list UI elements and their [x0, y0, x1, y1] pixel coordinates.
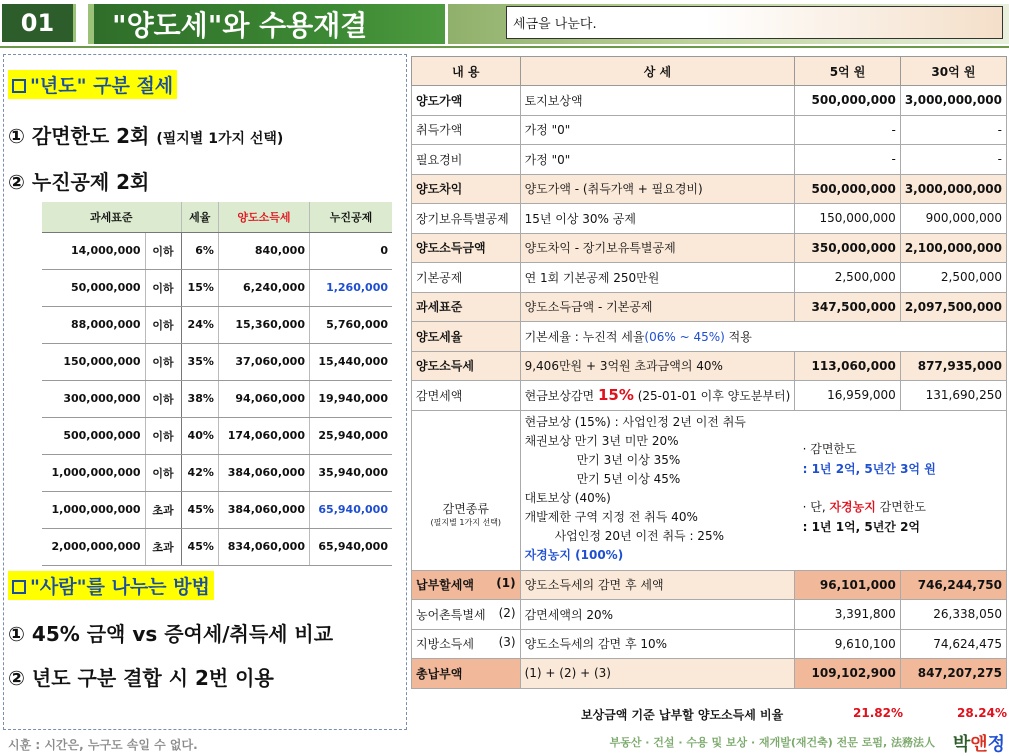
row-value-500m: 150,000,000 — [795, 204, 901, 234]
row-value-3b: 3,000,000,000 — [900, 174, 1006, 204]
cell-rate: 45% — [181, 528, 218, 565]
table-row — [42, 232, 392, 269]
cell-rate: 40% — [181, 417, 218, 454]
cell-rate: 38% — [181, 380, 218, 417]
col-header-base: 과세표준 — [42, 202, 181, 232]
col-header-3b: 30억 원 — [900, 57, 1006, 86]
section-heading-year — [8, 70, 177, 99]
item-compare-gift-tax: ① 45% 금액 vs 증여세/취득세 비교 — [8, 622, 334, 646]
cell-deduct: 65,940,000 — [309, 491, 392, 528]
row-value-500m: 350,000,000 — [795, 233, 901, 263]
types-line: 개발제한 구역 지정 전 취득 40% — [524, 509, 698, 524]
col-header-500m: 5억 원 — [795, 57, 901, 86]
cell-tax: 840,000 — [218, 232, 309, 269]
cell-tax: 384,060,000 — [218, 454, 309, 491]
table-row — [42, 417, 392, 454]
row-detail: 양도차익 - 장기보유특별공제 — [520, 233, 795, 263]
cell-unit: 초과 — [145, 491, 181, 528]
item-progressive-deduction: ② 누진공제 2회 — [8, 170, 150, 194]
row-label: 취득가액 — [412, 115, 521, 145]
row-detail: 양도소득세의 감면 후 10% — [520, 629, 795, 659]
cell-base: 50,000,000 — [42, 269, 145, 306]
cell-unit: 이하 — [145, 269, 181, 306]
cell-deduct: 0 — [309, 232, 392, 269]
types-line: 만기 5년 이상 45% — [576, 471, 681, 486]
row-value-500m: 347,500,000 — [795, 292, 901, 322]
tax-rate-table-header — [42, 202, 392, 232]
cell-base: 300,000,000 — [42, 380, 145, 417]
limit-title: · 감면한도 — [802, 441, 857, 456]
table-row-reduction-types — [412, 410, 1007, 570]
types-farm: 자경농지 (100%) — [524, 547, 624, 562]
cell-base: 150,000,000 — [42, 343, 145, 380]
row-label-num: (1) — [496, 576, 516, 591]
row-label: 총납부액 — [412, 659, 521, 689]
row-detail: 9,406만원 + 3억원 초과금액의 40% — [520, 351, 795, 381]
row-label: 양도가액 — [412, 86, 521, 116]
row-label: 과세표준 — [412, 292, 521, 322]
cell-tax: 174,060,000 — [218, 417, 309, 454]
row-detail: 가정 "0" — [520, 145, 795, 175]
types-line: 채권보상 만기 3년 미만 20% — [524, 433, 679, 448]
item-reduction-limit — [8, 120, 283, 149]
page-title: "양도세"와 수용재결 — [88, 4, 445, 44]
cell-base: 14,000,000 — [42, 232, 145, 269]
cell-unit: 이하 — [145, 417, 181, 454]
table-row-payable — [412, 570, 1007, 600]
item-combine-year: ② 년도 구분 결합 시 2번 이용 — [8, 666, 274, 690]
table-row — [412, 292, 1007, 322]
rate-detail-text: 기본세율 : 누진적 세율 — [524, 329, 645, 344]
table-row-total — [412, 659, 1007, 689]
cell-tax: 384,060,000 — [218, 491, 309, 528]
row-detail: 양도소득세의 감면 후 세액 — [520, 570, 795, 600]
cell-tax: 15,360,000 — [218, 306, 309, 343]
cell-unit: 이하 — [145, 343, 181, 380]
row-value-3b: 2,097,500,000 — [900, 292, 1006, 322]
section-heading-person-text: "사람"를 나누는 방법 — [30, 576, 210, 598]
logo-part: 앤 — [970, 734, 988, 755]
footer-firm-text: 부동산 · 건설 · 수용 및 보상 · 재개발(재건축) 전문 로펌, 法務法人 — [609, 736, 935, 749]
row-detail: 감면세액의 20% — [520, 600, 795, 630]
header-divider — [0, 46, 1009, 48]
cell-unit: 이하 — [145, 232, 181, 269]
ratio-row — [411, 700, 1007, 726]
table-row — [412, 115, 1007, 145]
row-label: 기본공제 — [412, 263, 521, 293]
row-value-500m: 3,391,800 — [795, 600, 901, 630]
col-header-tax: 양도소득세 — [218, 202, 309, 232]
row-label — [412, 600, 521, 630]
cell-rate: 45% — [181, 491, 218, 528]
types-limits — [803, 439, 936, 537]
slide-number: 01 — [2, 4, 76, 42]
row-detail — [520, 410, 1006, 570]
table-row-capital-gains-tax — [412, 351, 1007, 381]
row-detail: (1) + (2) + (3) — [520, 659, 795, 689]
cell-unit: 이하 — [145, 306, 181, 343]
cell-base: 88,000,000 — [42, 306, 145, 343]
reduction-detail-text: 현금보상감면 — [524, 389, 598, 404]
col-header-deduct: 누진공제 — [309, 202, 392, 232]
row-label-text: 농어촌특별세 — [416, 607, 486, 622]
cell-deduct: 15,440,000 — [309, 343, 392, 380]
cell-deduct: 5,760,000 — [309, 306, 392, 343]
cell-base: 2,000,000,000 — [42, 528, 145, 565]
table-row — [42, 269, 392, 306]
row-label: 감면세액 — [412, 381, 521, 411]
table-row — [412, 263, 1007, 293]
row-value-500m: 2,500,000 — [795, 263, 901, 293]
farm-limit-value: : 1년 1억, 5년간 2억 — [802, 519, 921, 534]
ratio-value-3b: 28.24% — [957, 706, 1007, 720]
row-value-3b: 877,935,000 — [900, 351, 1006, 381]
cell-tax: 37,060,000 — [218, 343, 309, 380]
cell-rate: 15% — [181, 269, 218, 306]
table-row — [42, 528, 392, 565]
cell-unit: 이하 — [145, 454, 181, 491]
row-label — [412, 629, 521, 659]
cell-base: 1,000,000,000 — [42, 491, 145, 528]
checkbox-square-icon — [12, 580, 26, 594]
header-note: 세금을 나눈다. — [506, 6, 1003, 39]
cell-base: 1,000,000,000 — [42, 454, 145, 491]
table-row — [412, 204, 1007, 234]
row-label: 양도소득세 — [412, 351, 521, 381]
row-value-500m: 500,000,000 — [795, 174, 901, 204]
row-detail: 15년 이상 30% 공제 — [520, 204, 795, 234]
row-label-num: (3) — [498, 635, 516, 650]
row-value-500m: 113,060,000 — [795, 351, 901, 381]
row-value-500m: 96,101,000 — [795, 570, 901, 600]
row-label-num: (2) — [498, 605, 516, 620]
table-row-reduction — [412, 381, 1007, 411]
footer-motto: 시훈 : 시간은, 누구도 속일 수 없다. — [8, 738, 198, 752]
cell-rate: 24% — [181, 306, 218, 343]
farm-limit-title — [803, 497, 936, 517]
cell-tax: 834,060,000 — [218, 528, 309, 565]
table-row — [412, 145, 1007, 175]
cell-deduct: 19,940,000 — [309, 380, 392, 417]
ratio-label: 보상금액 기준 납부할 양도소득세 비율 — [581, 708, 784, 722]
section-heading-year-text: "년도" 구분 절세 — [30, 75, 174, 97]
section-heading-person — [8, 571, 214, 600]
row-label — [412, 570, 521, 600]
cell-rate: 42% — [181, 454, 218, 491]
types-label: 감면종류 — [442, 502, 489, 516]
logo-part: 정 — [987, 734, 1005, 755]
cell-tax: 94,060,000 — [218, 380, 309, 417]
firm-logo — [953, 730, 1005, 756]
item-reduction-limit-note: (필지별 1가지 선택) — [156, 131, 284, 147]
col-header-content: 내 용 — [412, 57, 521, 86]
ratio-value-500m: 21.82% — [853, 706, 903, 720]
row-label-text: 납부할세액 — [416, 578, 474, 593]
farm-limit-prefix: · 단, — [802, 499, 830, 514]
row-value-3b: 131,690,250 — [900, 381, 1006, 411]
row-value-500m: 9,610,100 — [795, 629, 901, 659]
cell-rate: 6% — [181, 232, 218, 269]
row-value-500m: 16,959,000 — [795, 381, 901, 411]
rate-apply-text: 적용 — [724, 329, 752, 344]
reduction-date-text: (25-01-01 이후 양도분부터) — [633, 389, 791, 404]
table-row — [42, 343, 392, 380]
row-value-3b: 2,100,000,000 — [900, 233, 1006, 263]
row-detail: 양도소득금액 - 기본공제 — [520, 292, 795, 322]
capital-gains-table — [411, 56, 1007, 689]
table-row-rural-tax — [412, 600, 1007, 630]
cell-rate: 35% — [181, 343, 218, 380]
row-detail — [520, 381, 795, 411]
reduction-percent: 15% — [597, 386, 634, 405]
cell-deduct: 25,940,000 — [309, 417, 392, 454]
types-sublabel: (필지별 1가지 선택) — [430, 518, 502, 527]
farm-limit-keyword: 자경농지 — [829, 499, 876, 514]
row-value-3b: - — [900, 145, 1006, 175]
row-label: 장기보유특별공제 — [412, 204, 521, 234]
row-value-500m: 109,102,900 — [795, 659, 901, 689]
cell-deduct: 1,260,000 — [309, 269, 392, 306]
table-row — [42, 380, 392, 417]
checkbox-square-icon — [12, 79, 26, 93]
row-value-3b: - — [900, 115, 1006, 145]
item-reduction-limit-text: ① 감면한도 2회 — [8, 124, 150, 148]
row-value-500m: - — [795, 115, 901, 145]
capital-gains-header — [412, 57, 1007, 86]
types-line: 현금보상 (15%) : 사업인정 2년 이전 취득 — [524, 414, 746, 429]
row-label: 필요경비 — [412, 145, 521, 175]
cell-deduct: 35,940,000 — [309, 454, 392, 491]
tax-rate-table — [42, 202, 392, 566]
row-label: 양도소득금액 — [412, 233, 521, 263]
limit-value: : 1년 2억, 5년간 3억 원 — [802, 461, 936, 476]
cell-tax: 6,240,000 — [218, 269, 309, 306]
table-row — [412, 233, 1007, 263]
cell-unit: 초과 — [145, 528, 181, 565]
row-value-3b: 900,000,000 — [900, 204, 1006, 234]
col-header-rate: 세율 — [181, 202, 218, 232]
types-line: 만기 3년 이상 35% — [576, 452, 681, 467]
row-value-3b: 74,624,475 — [900, 629, 1006, 659]
row-detail: 양도가액 - (취득가액 + 필요경비) — [520, 174, 795, 204]
cell-unit: 이하 — [145, 380, 181, 417]
row-detail: 토지보상액 — [520, 86, 795, 116]
row-value-3b: 847,207,275 — [900, 659, 1006, 689]
table-row — [412, 86, 1007, 116]
row-value-500m: - — [795, 145, 901, 175]
row-label-text: 지방소득세 — [416, 637, 474, 652]
row-label: 양도세율 — [412, 322, 521, 352]
row-value-3b: 26,338,050 — [900, 600, 1006, 630]
cell-deduct: 65,940,000 — [309, 528, 392, 565]
rate-range-text: (06% ~ 45%) — [644, 329, 725, 344]
row-detail — [520, 322, 1006, 352]
row-detail: 가정 "0" — [520, 115, 795, 145]
table-row — [42, 454, 392, 491]
table-row — [412, 174, 1007, 204]
row-value-3b: 3,000,000,000 — [900, 86, 1006, 116]
row-label — [412, 410, 521, 570]
table-row — [42, 491, 392, 528]
row-value-500m: 500,000,000 — [795, 86, 901, 116]
cell-base: 500,000,000 — [42, 417, 145, 454]
table-row-tax-rate — [412, 322, 1007, 352]
row-label: 양도차익 — [412, 174, 521, 204]
farm-limit-suffix: 감면한도 — [875, 499, 927, 514]
row-value-3b: 746,244,750 — [900, 570, 1006, 600]
types-line: 대토보상 (40%) — [524, 490, 611, 505]
table-row — [42, 306, 392, 343]
types-line: 사업인정 20년 이전 취득 : 25% — [554, 528, 724, 543]
row-detail: 연 1회 기본공제 250만원 — [520, 263, 795, 293]
row-value-3b: 2,500,000 — [900, 263, 1006, 293]
col-header-detail: 상 세 — [520, 57, 795, 86]
logo-part: 박 — [952, 734, 971, 755]
table-row-local-tax — [412, 629, 1007, 659]
